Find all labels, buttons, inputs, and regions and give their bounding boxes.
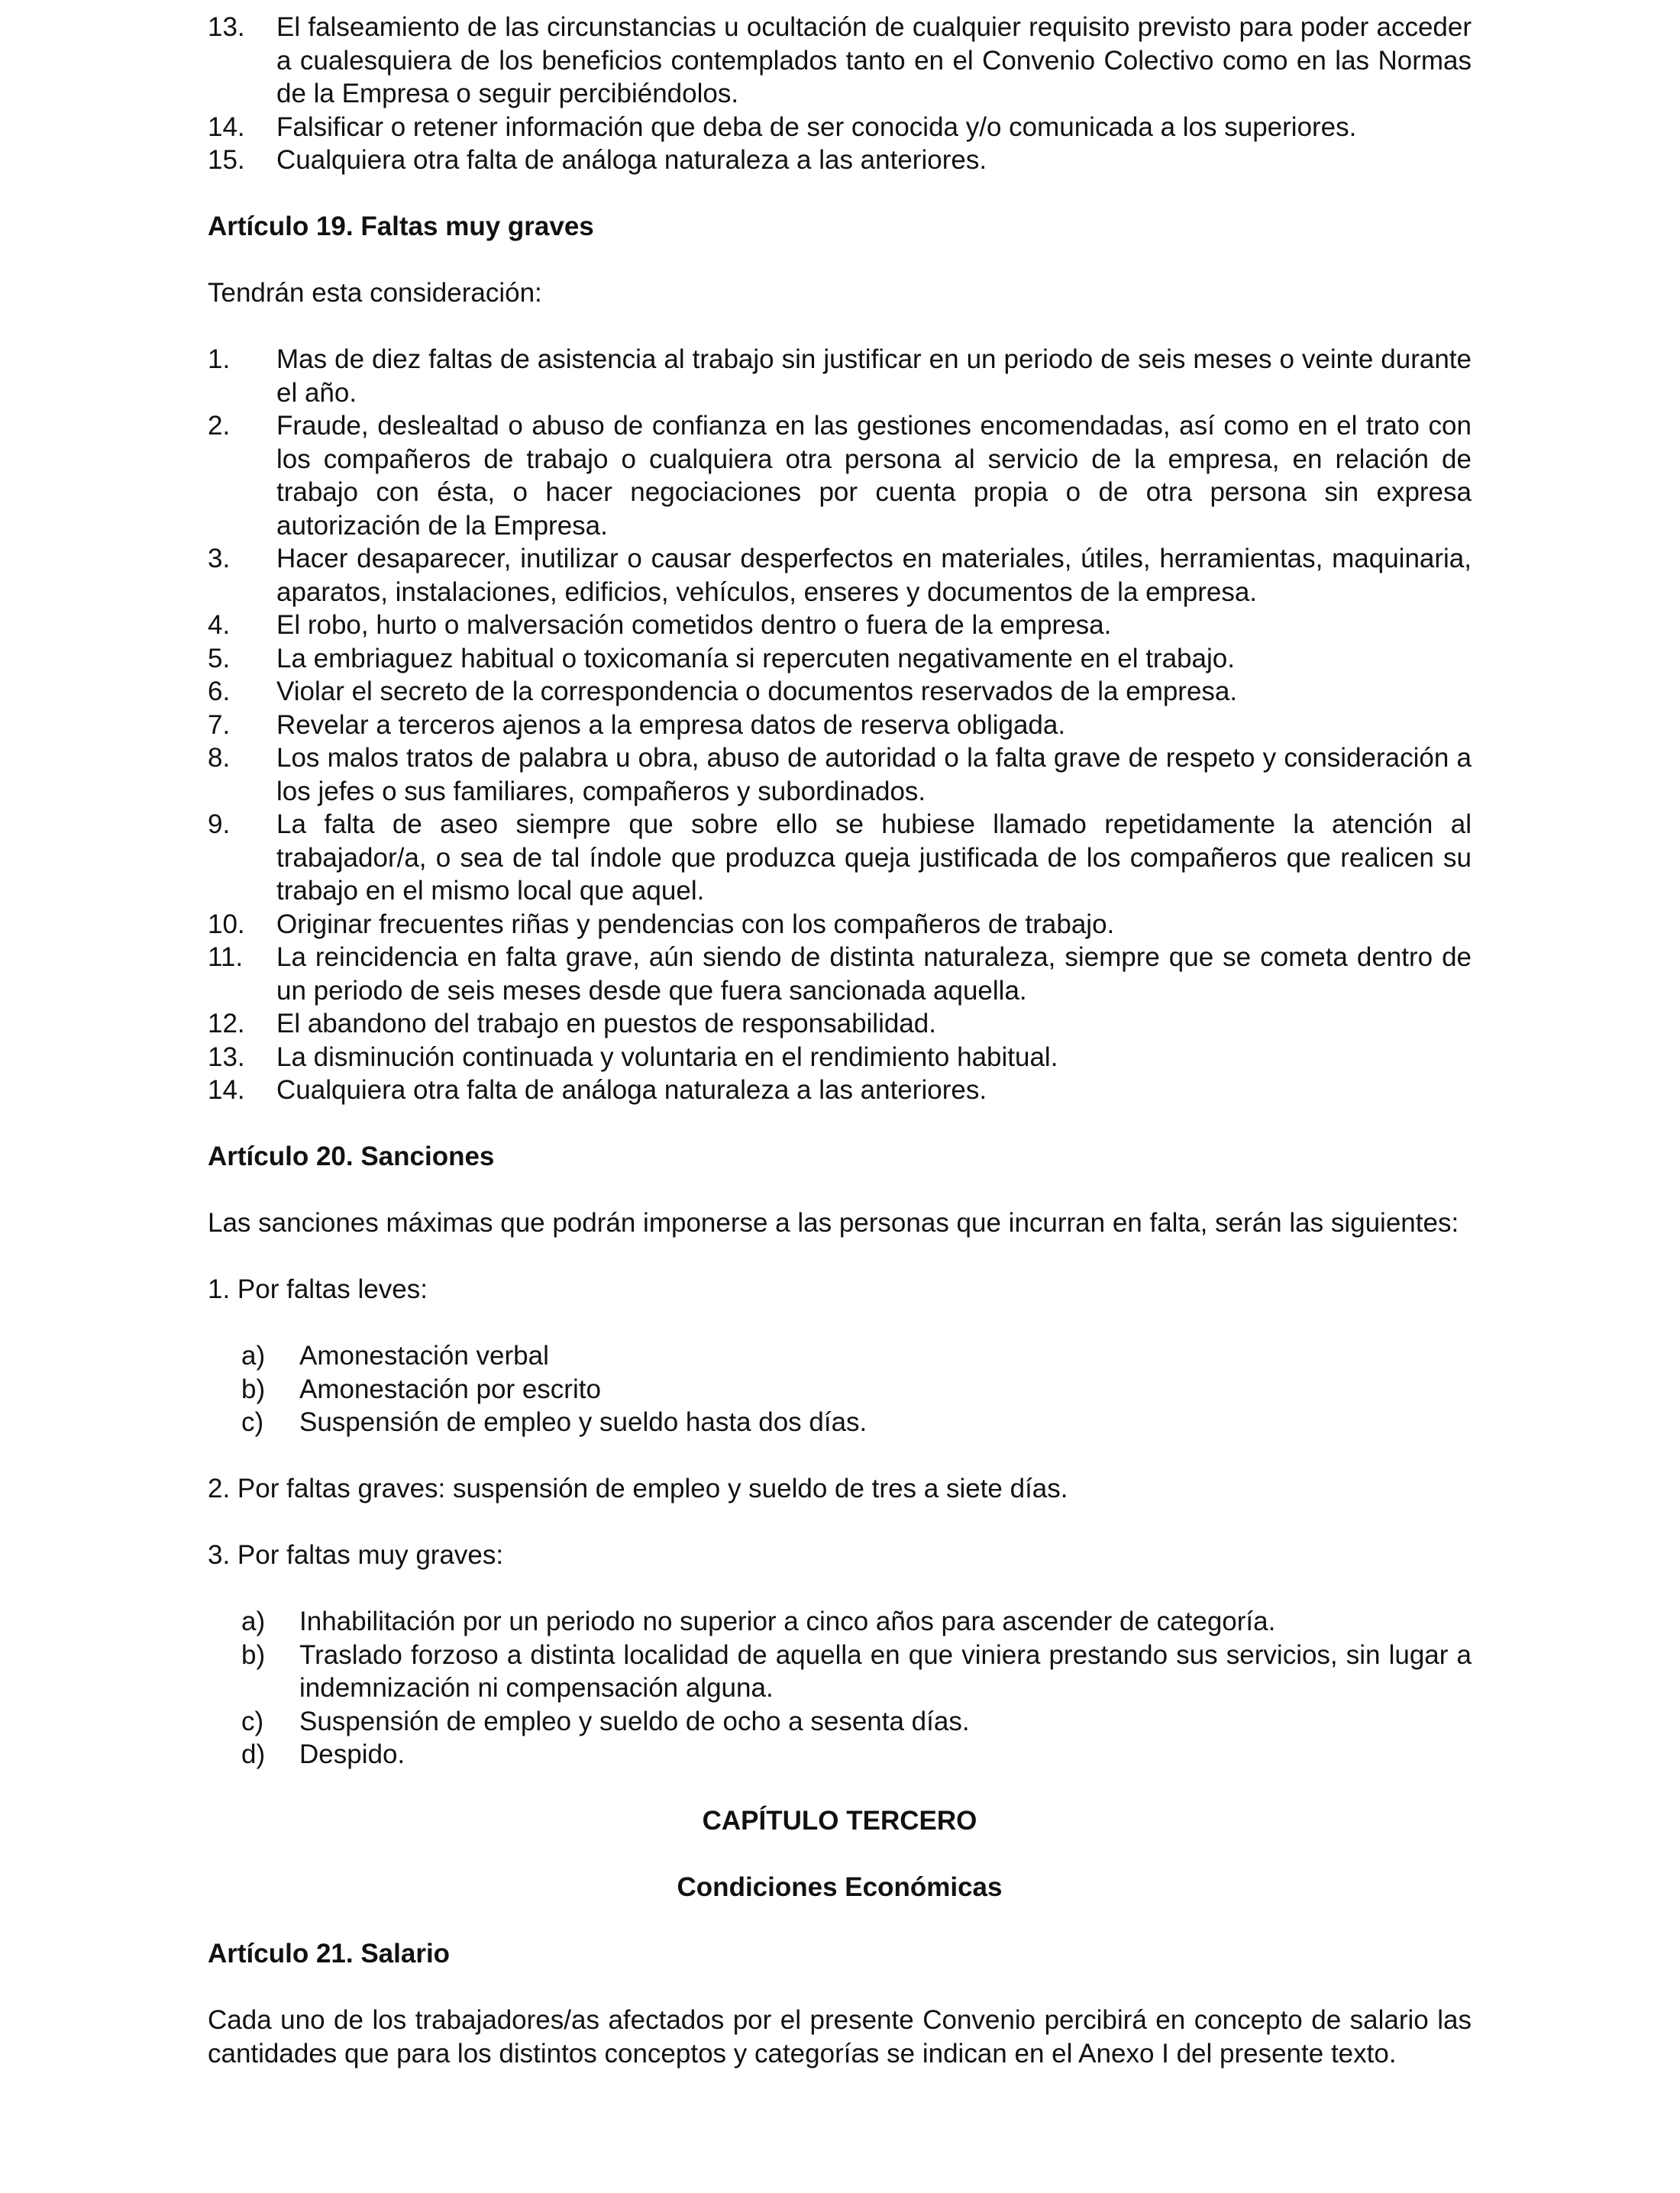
sub-list-item: [208, 1639, 1472, 1705]
sub-list-item: [208, 1738, 1472, 1772]
article-21-text: Cada uno de los trabajadores/as afectados por el presente Convenio percibirá en concepto de salario las cantidades que para los distintos conceptos y categorías se indican en el Anexo I del presente texto.: [208, 2005, 1472, 2069]
sub-list-item: [208, 1406, 1472, 1439]
list-item: [208, 808, 1472, 908]
list-item-text: La falta de aseo siempre que sobre ello se hubiese llamado repetidamente la atención al trabajador/a, o sea de tal índole que produzca queja justificada de los compañeros que realicen su trabajo en el mismo local que aquel.: [276, 809, 1472, 906]
list-item-text: La reincidencia en falta grave, aún siendo de distinta naturaleza, siempre que se cometa dentro de un periodo de seis meses desde que fuera sancionada aquella.: [276, 942, 1472, 1006]
article-19-list: [208, 343, 1472, 1107]
article-20-intro: Las sanciones máximas que podrán imponerse a las personas que incurran en falta, serán las siguientes:: [208, 1208, 1459, 1238]
sub-list-letter: c): [241, 1407, 264, 1437]
article-20-heading: Artículo 20. Sanciones: [208, 1142, 495, 1171]
faltas-graves-text: 2. Por faltas graves: suspensión de empleo y sueldo de tres a siete días.: [208, 1474, 1068, 1503]
list-item-text: Hacer desaparecer, inutilizar o causar desperfectos en materiales, útiles, herramientas, maquinaria, aparatos, instalaciones, edificios, vehículos, enseres y documentos de la empresa.: [276, 544, 1472, 607]
list-item-number: 4.: [208, 610, 231, 640]
sub-list-item: [208, 1339, 1472, 1373]
article-19-intro: Tendrán esta consideración:: [208, 278, 542, 308]
list-item: [208, 741, 1472, 808]
faltas-muy-graves-list: [208, 1605, 1472, 1772]
list-item: [208, 1074, 1472, 1107]
list-item-number: 6.: [208, 677, 231, 706]
list-item: [208, 11, 1472, 111]
article-19-heading: Artículo 19. Faltas muy graves: [208, 212, 594, 241]
list-item-number: 14.: [208, 111, 245, 142]
list-item-number: 15.: [208, 145, 245, 175]
list-item-text: Cualquiera otra falta de análoga naturaleza a las anteriores.: [276, 1075, 987, 1105]
list-item-number: 12.: [208, 1009, 245, 1038]
chapter-subtitle: Condiciones Económicas: [677, 1872, 1003, 1902]
list-item: [208, 609, 1472, 642]
list-item-text: Fraude, deslealtad o abuso de confianza en las gestiones encomendadas, así como en el trato con los compañeros de trabajo o cualquiera otra persona al servicio de la empresa, en relación de trabajo con ésta, o hacer negociaciones por cuenta propia o de otra persona sin expresa autorización de la Empresa.: [276, 411, 1472, 541]
sub-list-item: [208, 1373, 1472, 1407]
faltas-leves-list: [208, 1339, 1472, 1439]
sub-list-letter: b): [241, 1639, 266, 1670]
faltas-leves-title: 1. Por faltas leves:: [208, 1274, 428, 1304]
list-item: [208, 1007, 1472, 1041]
faltas-muy-graves-title: 3. Por faltas muy graves:: [208, 1540, 504, 1570]
list-item-number: 9.: [208, 809, 231, 839]
sub-list-letter: c): [241, 1706, 264, 1736]
list-item-number: 3.: [208, 544, 231, 573]
list-item-text: Violar el secreto de la correspondencia o documentos reservados de la empresa.: [276, 677, 1238, 706]
list-item-number: 11.: [208, 942, 244, 972]
list-item: [208, 1041, 1472, 1074]
list-item-text: Originar frecuentes riñas y pendencias con los compañeros de trabajo.: [276, 909, 1115, 939]
list-item: [208, 709, 1472, 742]
list-item-text: El robo, hurto o malversación cometidos dentro o fuera de la empresa.: [276, 610, 1112, 640]
list-item: [208, 908, 1472, 941]
list-item-text: La embriaguez habitual o toxicomanía si repercuten negativamente en el trabajo.: [276, 643, 1235, 673]
sub-list-text: Amonestación por escrito: [299, 1374, 601, 1404]
list-item-number: 8.: [208, 743, 231, 773]
list-item: [208, 542, 1472, 609]
sub-list-text: Suspensión de empleo y sueldo de ocho a sesenta días.: [299, 1706, 970, 1736]
sub-list-item: [208, 1705, 1472, 1739]
chapter-title: CAPÍTULO TERCERO: [702, 1806, 977, 1836]
sub-list-text: Amonestación verbal: [299, 1341, 549, 1371]
list-item-text: Revelar a terceros ajenos a la empresa datos de reserva obligada.: [276, 709, 1066, 740]
sub-list-item: [208, 1605, 1472, 1639]
list-item-number: 14.: [208, 1075, 245, 1105]
list-item: [208, 343, 1472, 409]
list-item: [208, 642, 1472, 676]
sub-list-letter: d): [241, 1739, 266, 1769]
list-item: [208, 941, 1472, 1007]
sub-list-text: Suspensión de empleo y sueldo hasta dos días.: [299, 1407, 867, 1437]
sub-list-letter: b): [241, 1374, 266, 1404]
list-item-number: 13.: [208, 12, 245, 42]
list-item: [208, 409, 1472, 542]
list-item-text: Cualquiera otra falta de análoga naturaleza a las anteriores.: [276, 145, 987, 175]
list-item-text: Los malos tratos de palabra u obra, abuso de autoridad o la falta grave de respeto y consideración a los jefes o sus familiares, compañeros y subordinados.: [276, 743, 1472, 806]
list-item-text: La disminución continuada y voluntaria en el rendimiento habitual.: [276, 1042, 1058, 1072]
list-item-number: 10.: [208, 909, 245, 939]
sub-list-letter: a): [241, 1607, 266, 1636]
list-item: [208, 111, 1472, 144]
list-item-number: 2.: [208, 411, 231, 441]
list-item: [208, 675, 1472, 709]
sub-list-text: Traslado forzoso a distinta localidad de aquella en que viniera prestando sus servicios, sin lugar a indemnización ni compensación alguna.: [299, 1639, 1472, 1703]
list-item-text: El abandono del trabajo en puestos de responsabilidad.: [276, 1009, 936, 1038]
list-item-text: El falseamiento de las circunstancias u ocultación de cualquier requisito previsto para poder acceder a cualesquiera de los beneficios contemplados tanto en el Convenio Colectivo como en las Normas de la Empresa o seguir percibiéndolos.: [276, 12, 1472, 108]
sub-list-text: Despido.: [299, 1739, 405, 1769]
list-item: [208, 144, 1472, 177]
sub-list-text: Inhabilitación por un periodo no superior a cinco años para ascender de categoría.: [299, 1607, 1276, 1636]
list-item-text: Mas de diez faltas de asistencia al trabajo sin justificar en un periodo de seis meses o veinte durante el año.: [276, 344, 1472, 408]
document-content: [208, 11, 1472, 2070]
list-continuation: [208, 11, 1472, 177]
list-item-number: 13.: [208, 1042, 245, 1072]
list-item-text: Falsificar o retener información que deba de ser conocida y/o comunicada a los superiores.: [276, 111, 1357, 142]
list-item-number: 5.: [208, 643, 231, 673]
list-item-number: 7.: [208, 709, 231, 740]
list-item-number: 1.: [208, 344, 231, 374]
sub-list-letter: a): [241, 1341, 266, 1371]
article-21-heading: Artículo 21. Salario: [208, 1939, 451, 1969]
